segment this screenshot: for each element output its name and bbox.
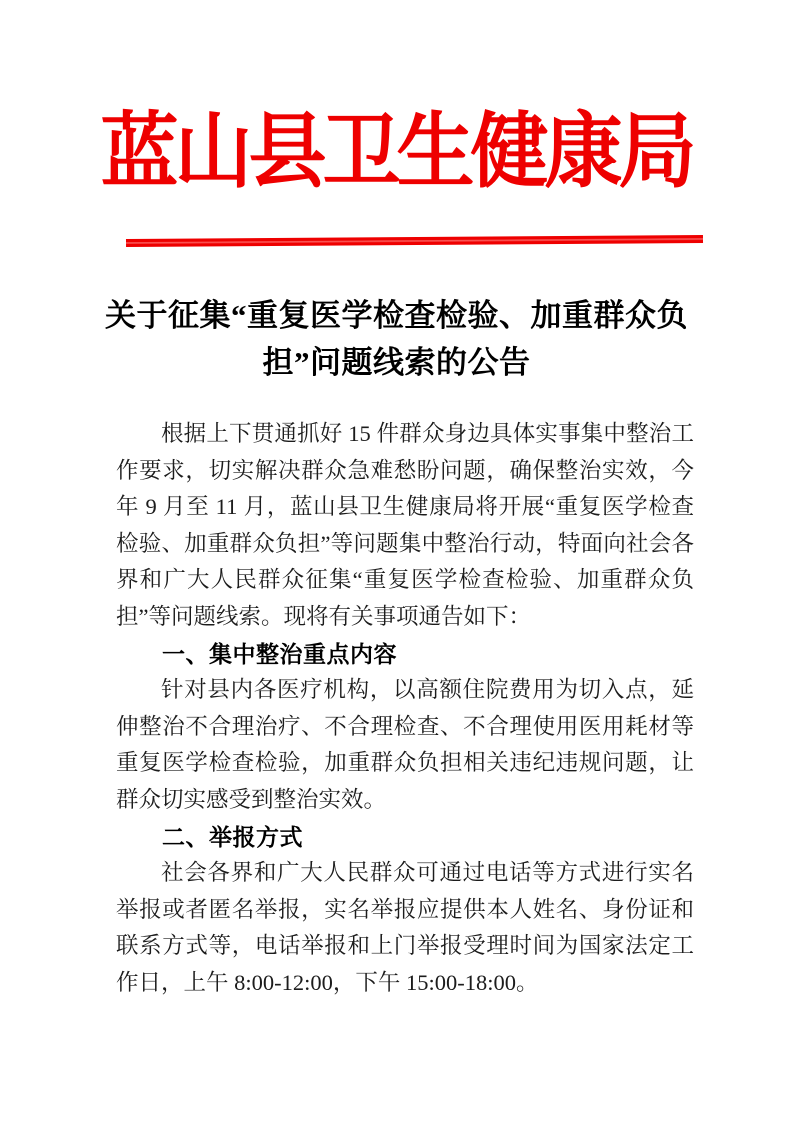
section-heading: 二、举报方式: [162, 823, 303, 850]
document-body: [116, 416, 694, 1002]
document-title: 关于征集“重复医学检查检验、加重群众负担”问题线索的公告: [105, 298, 688, 380]
masthead-agency-name: 蓝山县卫生健康局: [100, 106, 693, 198]
body-paragraph: 社会各界和广大人民群众可通过电话等方式进行实名举报或者匿名举报，实名举报应提供本人姓名、身份证和联系方式等，电话举报和上门举报受理时间为国家法定工作日，上午 8:00-12:00，下午 15:00-18:00。: [116, 860, 694, 995]
body-paragraph: 针对县内各医疗机构，以高额住院费用为切入点，延伸整治不合理治疗、不合理检查、不合理使用医用耗材等重复医学检查检验，加重群众负担相关违纪违规问题，让群众切实感受到整治实效。: [116, 677, 694, 812]
masthead-divider-line: [126, 235, 703, 247]
section-heading: 一、集中整治重点内容: [162, 640, 397, 667]
body-paragraph: 根据上下贯通抓好 15 件群众身边具体实事集中整治工作要求，切实解决群众急难愁盼问题，确保整治实效，今年 9 月至 11 月，蓝山县卫生健康局将开展“重复医学检查检验、加重群众负担”等问题集中整治行动，特面向社会各界和广大人民群众征集“重复医学检查检验、加重群众负担”等问题线索。现将有关事项通告如下：: [116, 421, 694, 629]
